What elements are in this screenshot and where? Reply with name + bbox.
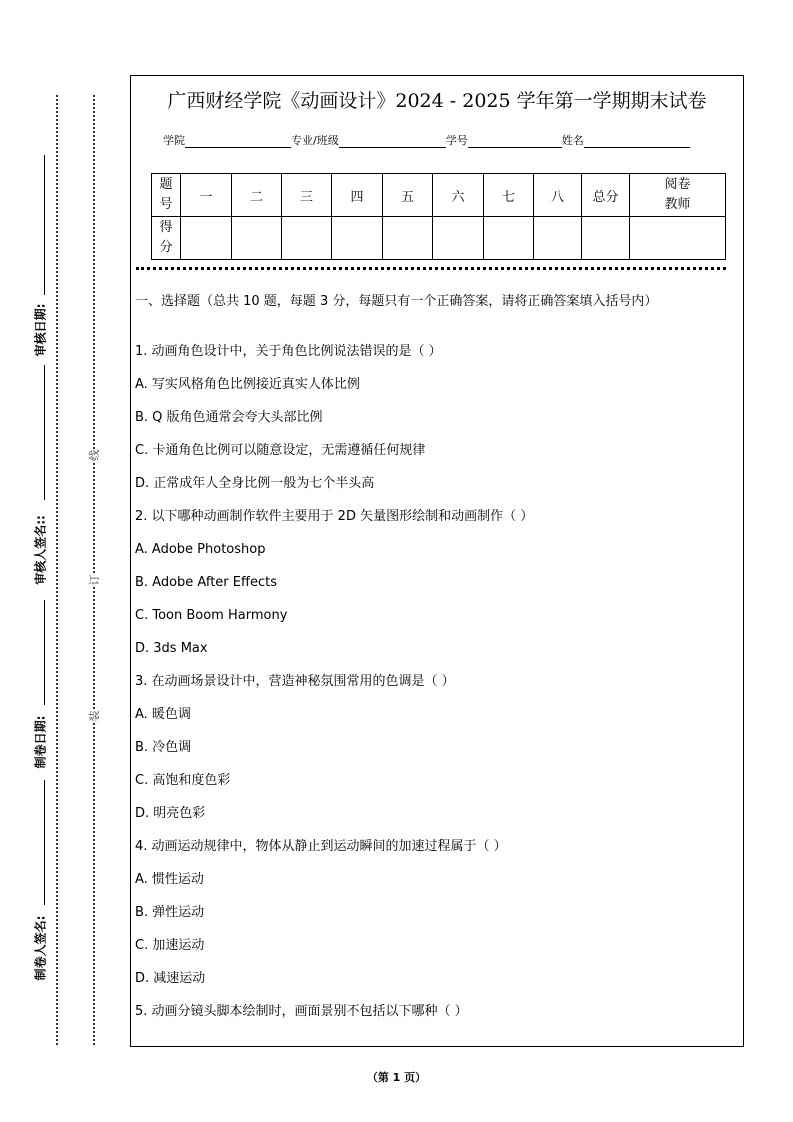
answer-option: A. 惯性运动 <box>135 872 204 887</box>
question: 2. 以下哪种动画制作软件主要用于 2D 矢量图形绘制和动画制作（ ） <box>135 509 534 524</box>
col-header: 五 <box>383 174 433 217</box>
compile-date-label: 制卷日期: <box>33 715 48 769</box>
col-header: 一 <box>181 174 232 217</box>
score-cell[interactable] <box>232 217 282 260</box>
binding-char: 线 <box>84 450 104 461</box>
signature-line <box>44 155 45 295</box>
answer-option: A. 写实风格角色比例接近真实人体比例 <box>135 377 360 392</box>
score-row-label: 得 分 <box>152 217 181 260</box>
question: 4. 动画运动规律中，物体从静止到运动瞬间的加速过程属于（ ） <box>135 839 507 854</box>
signature-line <box>44 365 45 500</box>
major-field[interactable] <box>339 133 446 148</box>
answer-option: D. 正常成年人全身比例一般为七个半头高 <box>135 476 375 491</box>
score-table <box>151 173 726 260</box>
answer-option: C. 高饱和度色彩 <box>135 773 231 788</box>
col-header: 总分 <box>582 174 630 217</box>
answer-option: D. 明亮色彩 <box>135 806 206 821</box>
student-info <box>163 132 690 148</box>
review-date-label: 审核日期: <box>33 303 48 357</box>
separator <box>136 267 726 270</box>
answer-option: A. 暖色调 <box>135 707 191 722</box>
score-cell[interactable] <box>383 217 433 260</box>
answer-option: B. 弹性运动 <box>135 905 205 920</box>
answer-option: B. 冷色调 <box>135 740 192 755</box>
score-cell[interactable] <box>433 217 484 260</box>
col-header: 七 <box>484 174 534 217</box>
page-number: （第 1 页） <box>366 1071 427 1084</box>
binding-char: 订 <box>84 575 104 586</box>
compiler-signature-label: 制卷人签名: <box>33 915 48 981</box>
reviewer-signature-label: 审核人签名:: <box>33 515 48 585</box>
score-cell[interactable] <box>582 217 630 260</box>
score-cell[interactable] <box>332 217 383 260</box>
major-label: 专业/班级 <box>291 134 339 147</box>
answer-option: B. Q 版角色通常会夸大头部比例 <box>135 410 323 425</box>
col-header: 二 <box>232 174 282 217</box>
name-field[interactable] <box>584 133 690 148</box>
college-label: 学院 <box>163 134 185 147</box>
question-no-header: 题 号 <box>152 174 181 217</box>
student-id-field[interactable] <box>468 133 562 148</box>
binding-char: 装 <box>84 711 104 722</box>
score-cell[interactable] <box>484 217 534 260</box>
name-label: 姓名 <box>561 134 584 147</box>
question: 3. 在动画场景设计中，营造神秘氛围常用的色调是（ ） <box>135 674 455 689</box>
score-cell[interactable] <box>630 217 726 260</box>
question: 5. 动画分镜头脚本绘制时，画面景别不包括以下哪种（ ） <box>135 1004 468 1019</box>
cut-line <box>56 95 58 1045</box>
grader-header: 阅卷 教师 <box>630 174 726 217</box>
col-header: 六 <box>433 174 484 217</box>
col-header: 四 <box>332 174 383 217</box>
score-cell[interactable] <box>534 217 582 260</box>
col-header: 三 <box>282 174 332 217</box>
college-field[interactable] <box>185 133 291 148</box>
binding-line <box>93 95 95 1045</box>
score-cell[interactable] <box>181 217 232 260</box>
signature-line <box>44 780 45 905</box>
answer-option: C. Toon Boom Harmony <box>135 608 288 623</box>
question: 1. 动画角色设计中，关于角色比例说法错误的是（ ） <box>135 344 442 359</box>
answer-option: D. 3ds Max <box>135 641 208 656</box>
question-list <box>135 291 735 1035</box>
col-header: 八 <box>534 174 582 217</box>
answer-option: D. 减速运动 <box>135 971 206 986</box>
answer-option: A. Adobe Photoshop <box>135 542 266 557</box>
answer-option: C. 加速运动 <box>135 938 205 953</box>
student-id-label: 学号 <box>445 134 468 147</box>
section-heading: 一、选择题（总共 10 题，每题 3 分，每题只有一个正确答案，请将正确答案填入括号内） <box>135 294 658 309</box>
exam-title: 广西财经学院《动画设计》2024 - 2025 学年第一学期期末试卷 <box>167 90 707 112</box>
answer-option: C. 卡通角色比例可以随意设定，无需遵循任何规律 <box>135 443 426 458</box>
signature-line <box>44 600 45 705</box>
score-cell[interactable] <box>282 217 332 260</box>
answer-option: B. Adobe After Effects <box>135 575 277 590</box>
